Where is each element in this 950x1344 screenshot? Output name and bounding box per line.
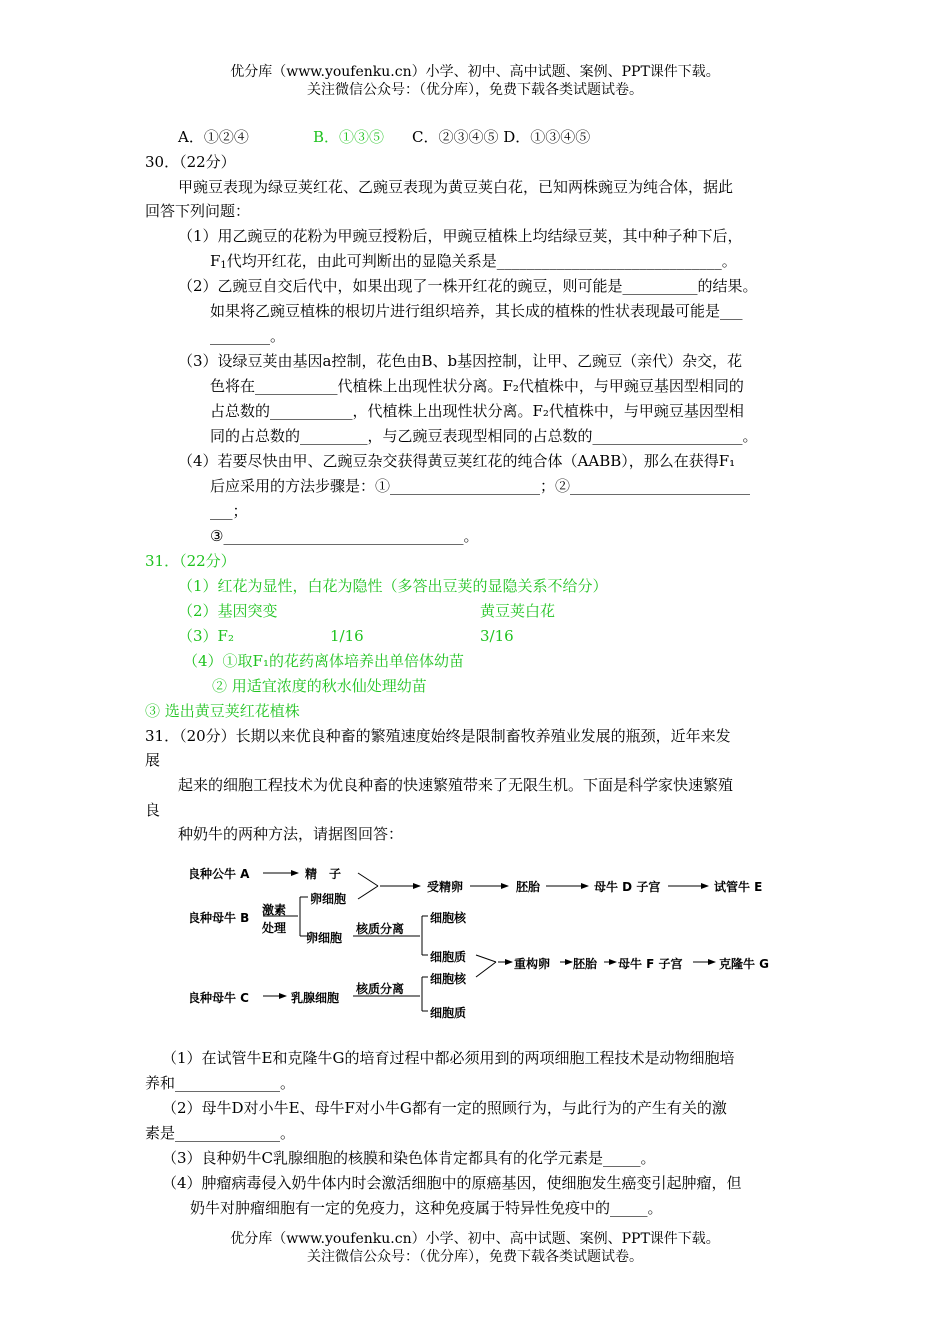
diagram-cow-c: 良种母牛 C bbox=[188, 991, 249, 1005]
diagram-fertilized: 受精卵 bbox=[427, 880, 464, 894]
q30-p4-line2: 后应采用的方法步骤是：①____________________；②________________________ bbox=[210, 477, 751, 495]
answer31-3-left: （3）F₂ bbox=[178, 627, 234, 645]
diagram-embryo-1: 胚胎 bbox=[516, 880, 541, 894]
diagram-cytoplasm-1: 细胞质 bbox=[430, 950, 467, 964]
q30-intro-1: 甲豌豆表现为绿豆荚红花、乙豌豆表现为黄豆荚白花，已知两株豌豆为纯合体，据此 bbox=[178, 178, 734, 196]
answer31-3-right: 3/16 bbox=[480, 627, 514, 645]
q30-p4-line3: ___； bbox=[210, 502, 248, 520]
q30-p3-line3: 占总数的___________，代植株上出现性状分离。F₂代植株中，与甲豌豆基因型相 bbox=[210, 402, 744, 420]
converge-egg bbox=[358, 886, 378, 899]
q31-intro-2: 展 bbox=[145, 751, 161, 769]
q30-intro-2: 回答下列问题： bbox=[145, 202, 251, 220]
diagram-egg-2: 卵细胞 bbox=[306, 931, 343, 945]
q30-p3-line1: （3）设绿豆荚由基因a控制，花色由B、b基因控制，让甲、乙豌豆（亲代）杂交，花 bbox=[178, 352, 743, 370]
answer31-4-3: ③ 选出黄豆荚红花植株 bbox=[145, 702, 300, 720]
answer31-3-mid: 1/16 bbox=[330, 627, 364, 645]
answer31-4-2: ② 用适宜浓度的秋水仙处理幼苗 bbox=[212, 677, 427, 695]
diagram-nuc-sep-1: 核质分离 bbox=[356, 922, 405, 936]
q31-intro-1: 31．（20分）长期以来优良种畜的繁殖速度始终是限制畜牧养殖业发展的瓶颈，近年来发 bbox=[145, 727, 731, 745]
q31-q2-line2: 素是______________。 bbox=[145, 1124, 296, 1142]
q31-intro-3: 起来的细胞工程技术为优良种畜的快速繁殖带来了无限生机。下面是科学家快速繁殖 bbox=[178, 776, 734, 794]
diagram-nuc-sep-2: 核质分离 bbox=[356, 982, 405, 996]
q31-intro-4: 良 bbox=[145, 801, 161, 819]
q31-q3: （3）良种奶牛C乳腺细胞的核膜和染色体肯定都具有的化学元素是_____。 bbox=[162, 1149, 656, 1167]
answer31-1: （1）红花为显性，白花为隐性（多答出豆荚的显隐关系不给分） bbox=[178, 577, 608, 595]
diagram-bull-a: 良种公牛 A bbox=[188, 867, 250, 881]
diagram-hormone-1: 激素 bbox=[262, 903, 287, 917]
diagram-nucleus-2: 细胞核 bbox=[430, 972, 467, 986]
option-a: A．①②④ bbox=[178, 128, 249, 146]
diagram-sperm: 精 子 bbox=[305, 867, 342, 881]
q31-q1-line1: （1）在试管牛E和克隆牛G的培育过程中都必须用到的两项细胞工程技术是动物细胞培 bbox=[162, 1049, 735, 1067]
diagram-calf-e: 试管牛 E bbox=[714, 880, 763, 894]
header-line-1: 优分库（www.youfenku.cn）小学、初中、高中试题、案例、PPT课件下载。 bbox=[230, 64, 720, 80]
q31-q2-line1: （2）母牛D对小牛E、母牛F对小牛G都有一定的照顾行为，与此行为的产生有关的激 bbox=[162, 1099, 727, 1117]
header-line-2: 关注微信公众号：（优分库），免费下载各类试题试卷。 bbox=[307, 82, 643, 98]
answer31-2-left: （2）基因突变 bbox=[178, 602, 278, 620]
diagram-mammary: 乳腺细胞 bbox=[291, 991, 340, 1005]
option-cd: C．②③④⑤ D．①③④⑤ bbox=[412, 128, 591, 146]
diagram-nucleus-1: 细胞核 bbox=[430, 911, 467, 925]
q30-p3-line2: 色将在___________代植株上出现性状分离。F₂代植株中，与甲豌豆基因型相同的 bbox=[210, 377, 744, 395]
q30-p4-line4: ③________________________________。 bbox=[210, 527, 479, 545]
q31-q1-line2: 养和______________。 bbox=[145, 1074, 296, 1092]
diagram-uterus-f: 母牛 F 子宫 bbox=[618, 957, 683, 971]
diagram-cow-b: 良种母牛 B bbox=[188, 911, 250, 925]
q31-q4-line1: （4）肿瘤病毒侵入奶牛体内时会激活细胞中的原癌基因，使细胞发生癌变引起肿瘤，但 bbox=[162, 1174, 742, 1192]
q30-p1-line1: （1）用乙豌豆的花粉为甲豌豆授粉后，甲豌豆植株上均结绿豆荚，其中种子种下后， bbox=[178, 227, 743, 245]
converge-nucleus bbox=[476, 962, 496, 977]
diagram-uterus-d: 母牛 D 子宫 bbox=[594, 880, 661, 894]
q30-p2-line3: ________。 bbox=[210, 327, 286, 345]
diagram-embryo-2: 胚胎 bbox=[573, 957, 598, 971]
diagram-hormone-2: 处理 bbox=[262, 921, 287, 935]
diagram-clone-g: 克隆牛 G bbox=[719, 957, 770, 971]
q30-p4-line1: （4）若要尽快由甲、乙豌豆杂交获得黄豆荚红花的纯合体（AABB），那么在获得F₁ bbox=[178, 452, 736, 470]
converge-sperm bbox=[358, 873, 378, 886]
q30-p2-line1: （2）乙豌豆自交后代中，如果出现了一株开红花的豌豆，则可能是__________的结果。 bbox=[178, 277, 758, 295]
converge-cyto bbox=[476, 955, 496, 962]
footer-line-2: 关注微信公众号：（优分库），免费下载各类试题试卷。 bbox=[307, 1249, 643, 1265]
answer31-title: 31．（22分） bbox=[145, 552, 236, 570]
answer31-4-1: （4）①取F₁的花药离体培养出单倍体幼苗 bbox=[183, 652, 464, 670]
q30-p2-line2: 如果将乙豌豆植株的根切片进行组织培养，其长成的植株的性状表现最可能是___ bbox=[210, 302, 743, 320]
q30-title: 30．（22分） bbox=[145, 153, 236, 171]
diagram-reconstructed: 重构卵 bbox=[514, 957, 551, 971]
q30-p1-line2: $F_1$代均开红花，由此可判断出的显隐关系是______________________________。 bbox=[210, 252, 737, 271]
answer31-2-right: 黄豆荚白花 bbox=[480, 602, 556, 620]
diagram-egg-1: 卵细胞 bbox=[310, 892, 347, 906]
q31-q4-line2: 奶牛对肿瘤细胞有一定的免疫力，这种免疫属于特异性免疫中的_____。 bbox=[190, 1199, 663, 1217]
option-b: B．①③⑤ bbox=[313, 128, 385, 146]
q31-intro-5: 种奶牛的两种方法，请据图回答： bbox=[178, 825, 404, 843]
q30-p3-line4: 同的占总数的_________，与乙豌豆表现型相同的占总数的____________________。 bbox=[210, 427, 758, 445]
diagram-cytoplasm-2: 细胞质 bbox=[430, 1006, 467, 1020]
footer-line-1: 优分库（www.youfenku.cn）小学、初中、高中试题、案例、PPT课件下载。 bbox=[230, 1231, 720, 1247]
